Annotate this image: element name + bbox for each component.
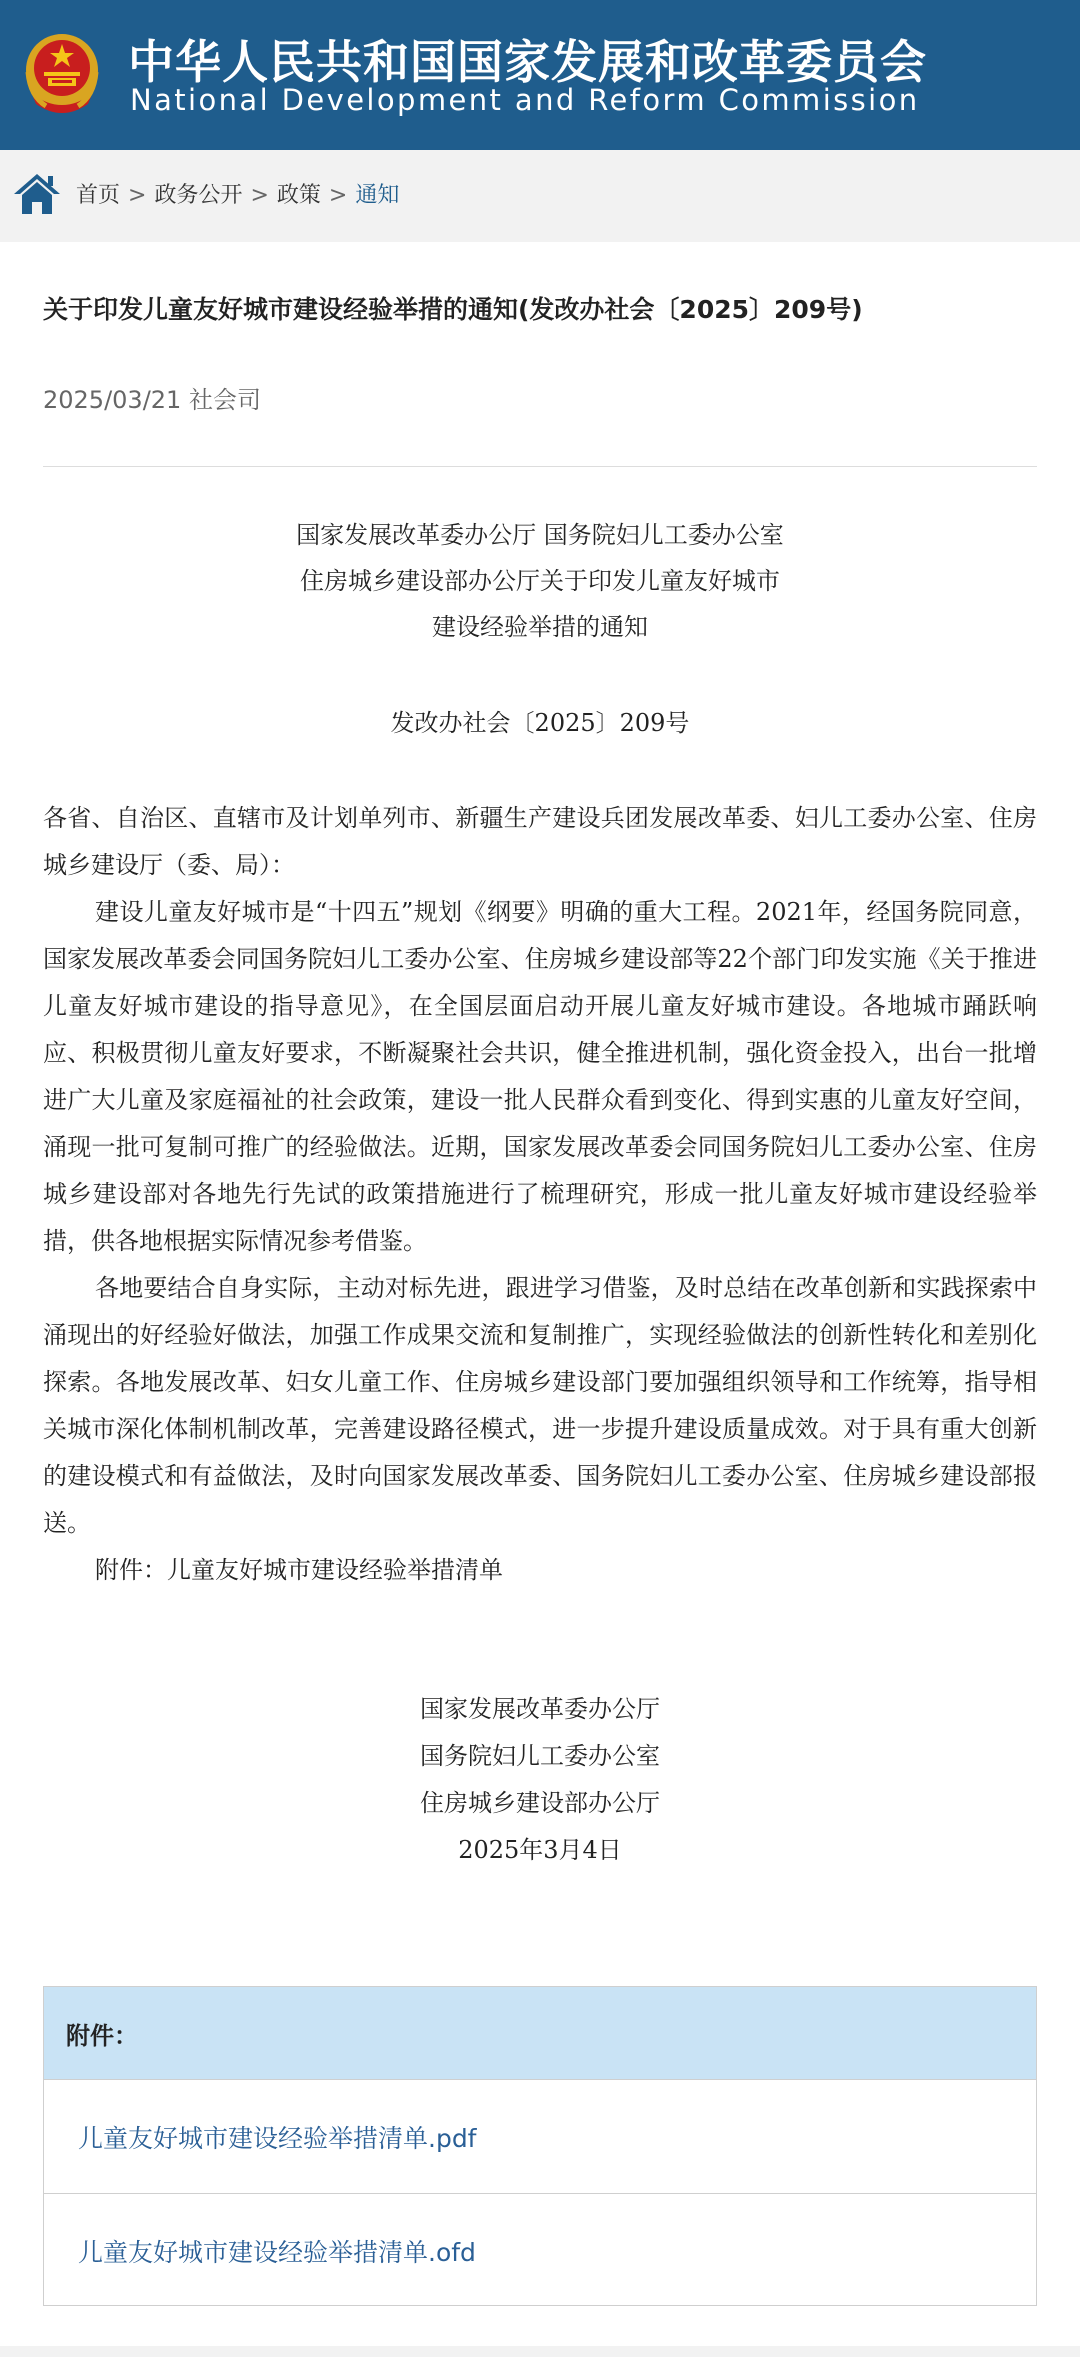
site-header [0,0,1080,150]
attachments-header: 附件： [44,1987,1036,2080]
attachment-link-pdf[interactable]: 儿童友好城市建设经验举措清单.pdf [78,2123,477,2153]
signature-line: 国家发展改革委办公厅 [420,1695,660,1723]
document-number: 发改办社会〔2025〕209号 [390,709,690,737]
breadcrumb-home[interactable]: 首页 [76,183,121,208]
breadcrumb-separator: > [128,183,147,208]
attachment-note: 附件：儿童友好城市建设经验举措清单 [95,1556,503,1584]
signature-line: 住房城乡建设部办公厅 [420,1789,660,1817]
body-paragraph: 建设儿童友好城市是“十四五”规划《纲要》明确的重大工程。2021年，经国务院同意，国家发展改革委会同国务院妇儿工委办公室、住房城乡建设部等22个部门印发实施《关于推进儿童友好城市建设的指导意见》，在全国层面启动开展儿童友好城市建设。各地城市踊跃响应、积极贯彻儿童友好要求，不断凝聚社会共识，健全推进机制，强化资金投入，出台一批增进广大儿童及家庭福祉的社会政策，建设一批人民群众看到变化、得到实惠的儿童友好空间，涌现一批可复制可推广的经验做法。近期，国家发展改革委会同国务院妇儿工委办公室、住房城乡建设部对各地先行先试的政策措施进行了梳理研究，形成一批儿童友好城市建设经验举措，供各地根据实际情况参考借鉴。 [43,898,1037,1255]
signature-line: 国务院妇儿工委办公室 [420,1742,660,1770]
document-body [43,795,1037,1594]
attachments-panel [43,1986,1037,2306]
site-title-cn[interactable]: 中华人民共和国国家发展和改革委员会 [128,35,927,89]
article-title: 关于印发儿童友好城市建设经验举措的通知(发改办社会〔2025〕209号) [43,295,863,324]
footer-strip [0,2346,1080,2357]
breadcrumb-policy[interactable]: 政策 [276,183,321,208]
breadcrumb-government-affairs[interactable]: 政务公开 [154,183,243,208]
signature-date: 2025年3月4日 [458,1836,622,1864]
salutation: 各省、自治区、直辖市及计划单列市、新疆生产建设兵团发展改革委、妇儿工委办公室、住房城乡建设厅（委、局）： [43,804,1037,879]
breadcrumb [0,150,1080,242]
signature-block [43,1686,1037,1874]
article-meta: 2025/03/21 社会司 [43,386,261,414]
breadcrumb-separator: > [328,183,348,208]
breadcrumb-separator: > [250,183,269,208]
national-emblem-icon[interactable] [22,32,102,118]
document-heading [43,512,1037,650]
attachment-link-ofd[interactable]: 儿童友好城市建设经验举措清单.ofd [78,2237,476,2267]
document-heading-line: 住房城乡建设部办公厅关于印发儿童友好城市 [300,567,780,595]
site-title-en[interactable]: National Development and Reform Commission [130,83,920,117]
breadcrumb-notice[interactable]: 通知 [355,183,400,208]
attachment-row [44,2080,1036,2194]
body-paragraph: 各地要结合自身实际，主动对标先进，跟进学习借鉴，及时总结在改革创新和实践探索中涌现出的好经验好做法，加强工作成果交流和复制推广，实现经验做法的创新性转化和差别化探索。各地发展改革、妇女儿童工作、住房城乡建设部门要加强组织领导和工作统筹，指导相关城市深化体制机制改革，完善建设路径模式，进一步提升建设质量成效。对于具有重大创新的建设模式和有益做法，及时向国家发展改革委、国务院妇儿工委办公室、住房城乡建设部报送。 [43,1274,1037,1537]
document-heading-line: 国家发展改革委办公厅 国务院妇儿工委办公室 [296,521,784,549]
breadcrumb-links [76,178,399,214]
divider [43,466,1037,467]
home-icon[interactable] [10,168,64,218]
attachment-row [44,2194,1036,2307]
document-heading-line: 建设经验举措的通知 [432,613,648,641]
